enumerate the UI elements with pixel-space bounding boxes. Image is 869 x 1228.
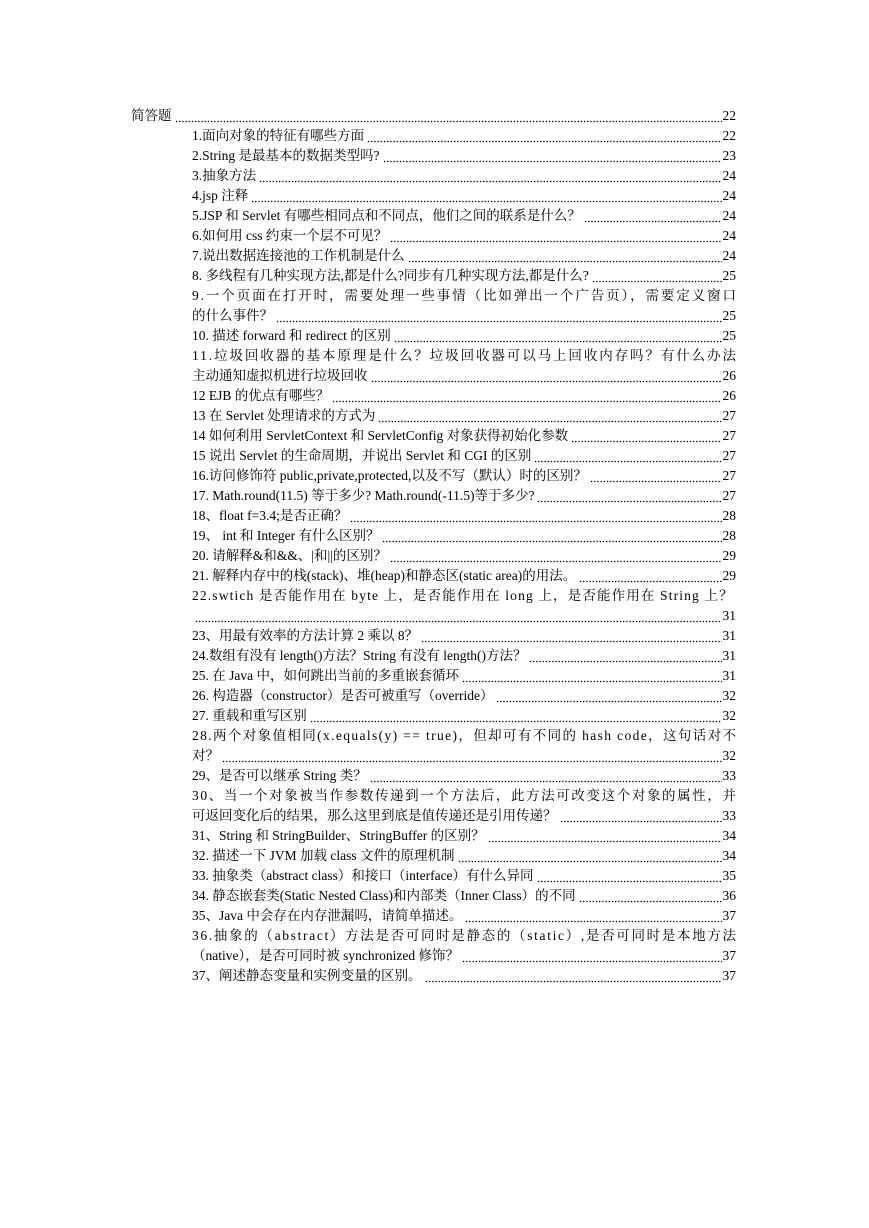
toc-page-number: 27 (722, 408, 736, 423)
toc-entry[interactable] (0, 206, 869, 226)
toc-entry-title: 简答题 (131, 108, 172, 123)
toc-entry[interactable] (0, 586, 869, 606)
toc-page-number: 26 (722, 368, 736, 383)
toc-entry-title: 主动通知虚拟机进行垃圾回收 (192, 368, 368, 383)
toc-leader-dots (367, 126, 721, 146)
toc-entry-title: 23、用最有效率的方法计算 2 乘以 8？ (192, 628, 419, 643)
toc-entry-title: 33. 抽象类（abstract class）和接口（interface）有什么异同 (192, 868, 534, 883)
toc-entry[interactable] (0, 906, 869, 926)
toc-entry-title: 17. Math.round(11.5) 等于多少? Math.round(-11.5)等于多少? (192, 488, 535, 503)
toc-leader-dots (529, 646, 721, 666)
toc-entry[interactable] (0, 686, 869, 706)
toc-leader-dots (222, 746, 722, 766)
toc-page-number: 25 (722, 308, 736, 323)
toc-entry-title: 15 说出 Servlet 的生命周期，并说出 Servlet 和 CGI 的区别 (192, 448, 532, 463)
toc-leader-dots (175, 106, 722, 126)
toc-entry[interactable] (0, 126, 869, 146)
toc-entry-title: 12 EJB 的优点有哪些？ (192, 388, 330, 403)
toc-entry-title: 对？ (192, 748, 219, 763)
toc-page-number: 24 (722, 168, 736, 183)
toc-page-number: 22 (722, 128, 736, 143)
toc-entry[interactable] (0, 966, 869, 986)
toc-entry[interactable] (0, 846, 869, 866)
toc-entry[interactable] (0, 226, 869, 246)
toc-entry-title: 19、 int 和 Integer 有什么区别？ (192, 528, 380, 543)
toc-leader-dots (537, 866, 722, 886)
toc-leader-dots (350, 506, 721, 526)
toc-entry[interactable] (0, 706, 869, 726)
toc-page-number: 34 (722, 848, 736, 863)
toc-entry[interactable] (0, 626, 869, 646)
toc-entry[interactable] (0, 666, 869, 686)
toc-entry[interactable] (0, 346, 869, 366)
toc-page-number: 37 (722, 968, 736, 983)
toc-entry-title: 10. 描述 forward 和 redirect 的区别 (192, 328, 391, 343)
toc-entry[interactable] (0, 426, 869, 446)
toc-entry[interactable] (0, 386, 869, 406)
toc-page-number: 31 (722, 608, 736, 623)
toc-entry-title: 26. 构造器（constructor）是否可被重写（override） (192, 688, 494, 703)
toc-leader-dots (560, 806, 722, 826)
toc-entry[interactable] (0, 166, 869, 186)
toc-entry[interactable] (0, 486, 869, 506)
toc-entry-title: 6.如何用 css 约束一个层不可见？ (192, 228, 388, 243)
toc-leader-dots (383, 146, 722, 166)
toc-leader-dots (421, 626, 721, 646)
toc-page-number: 26 (722, 388, 736, 403)
toc-entry-title: 9.一个页面在打开时，需要处理一些事情（比如弹出一个广告页），需要定义窗口 (192, 288, 738, 303)
toc-entry-title: 14 如何利用 ServletContext 和 ServletConfig 对象获得初始化参数 (192, 428, 569, 443)
toc-entry[interactable] (0, 526, 869, 546)
toc-entry-title: 的什么事件？ (192, 308, 273, 323)
toc-entry[interactable] (0, 806, 869, 826)
toc-leader-dots (251, 186, 721, 206)
toc-leader-dots (462, 946, 722, 966)
toc-leader-dots (259, 166, 721, 186)
toc-entry[interactable] (0, 146, 869, 166)
toc-entry[interactable] (0, 926, 869, 946)
toc-leader-dots (579, 886, 722, 906)
toc-page-number: 28 (722, 508, 736, 523)
toc-entry-title: 37、阐述静态变量和实例变量的区别。 (192, 968, 422, 983)
toc-leader-dots (408, 246, 722, 266)
toc-entry[interactable] (0, 266, 869, 286)
toc-page-number: 32 (722, 748, 736, 763)
toc-entry[interactable] (0, 466, 869, 486)
toc-leader-dots (584, 206, 722, 226)
toc-page-number: 32 (722, 688, 736, 703)
toc-entry-title: 2.String 是最基本的数据类型吗? (192, 148, 380, 163)
toc-entry-title: 21. 解释内存中的栈(stack)、堆(heap)和静态区(static area)的用法。 (192, 568, 577, 583)
toc-entry[interactable] (0, 946, 869, 966)
toc-entry-title: 3.抽象方法 (192, 168, 257, 183)
toc-entry[interactable] (0, 186, 869, 206)
toc-entry[interactable] (0, 506, 869, 526)
toc-leader-dots (465, 906, 721, 926)
toc-entry[interactable] (0, 326, 869, 346)
toc-entry-title: 4.jsp 注释 (192, 188, 249, 203)
toc-entry-title: 8. 多线程有几种实现方法,都是什么?同步有几种实现方法,都是什么? (192, 268, 589, 283)
toc-page-number: 24 (722, 188, 736, 203)
toc-page-number: 36 (722, 888, 736, 903)
toc-entry-title: 20. 请解释&和&&、|和||的区别？ (192, 548, 387, 563)
toc-leader-dots (394, 326, 722, 346)
toc-page-number: 27 (722, 488, 736, 503)
toc-entry[interactable] (0, 826, 869, 846)
toc-page-number: 37 (722, 908, 736, 923)
toc-page-number: 37 (722, 948, 736, 963)
toc-page-number: 34 (722, 828, 736, 843)
toc-page-number: 29 (722, 568, 736, 583)
toc-entry[interactable] (0, 366, 869, 386)
toc-entry-title: 1.面向对象的特征有哪些方面 (192, 128, 365, 143)
toc-entry-title: 7.说出数据连接池的工作机制是什么 (192, 248, 405, 263)
toc-entry-title: 22.swtich 是否能作用在 byte 上，是否能作用在 long 上，是否能作用在 String 上？ (192, 588, 734, 603)
toc-leader-dots (378, 406, 721, 426)
toc-entry-title: 36.抽象的（abstract）方法是否可同时是静态的（static）,是否可同时是本地方法 (192, 928, 738, 943)
toc-entry-title: 25. 在 Java 中，如何跳出当前的多重嵌套循环 (192, 668, 459, 683)
table-of-contents (0, 106, 869, 986)
toc-entry[interactable] (0, 546, 869, 566)
toc-entry[interactable] (0, 766, 869, 786)
toc-entry-title: 18、float f=3.4;是否正确？ (192, 508, 348, 523)
toc-leader-dots (534, 446, 721, 466)
toc-entry-title: 31、String 和 StringBuilder、StringBuffer 的区别？ (192, 828, 485, 843)
toc-page-number: 31 (722, 628, 736, 643)
toc-page-number: 24 (722, 228, 736, 243)
toc-page-number: 32 (722, 708, 736, 723)
toc-page-number: 33 (722, 808, 736, 823)
toc-leader-dots (390, 546, 722, 566)
toc-entry-title: 35、Java 中会存在内存泄漏吗，请简单描述。 (192, 908, 463, 923)
toc-leader-dots (537, 486, 721, 506)
toc-page-number: 33 (722, 768, 736, 783)
toc-entry-title: 11.垃圾回收器的基本原理是什么？垃圾回收器可以马上回收内存吗？有什么办法 (192, 348, 738, 363)
toc-entry-title: 29、是否可以继承 String 类？ (192, 768, 367, 783)
toc-entry[interactable] (0, 886, 869, 906)
toc-entry-title: 5.JSP 和 Servlet 有哪些相同点和不同点，他们之间的联系是什么？ (192, 208, 581, 223)
toc-entry[interactable] (0, 786, 869, 806)
toc-leader-dots (390, 226, 721, 246)
toc-entry-title: 32. 描述一下 JVM 加载 class 文件的原理机制 (192, 848, 455, 863)
toc-leader-dots (370, 766, 722, 786)
toc-entry-title: 24.数组有没有 length()方法？String 有没有 length()方法？ (192, 648, 527, 663)
toc-entry[interactable] (0, 866, 869, 886)
toc-leader-dots (458, 846, 722, 866)
toc-leader-dots (592, 266, 722, 286)
toc-entry[interactable] (0, 286, 869, 306)
toc-leader-dots (496, 686, 721, 706)
toc-entry[interactable] (0, 106, 869, 126)
toc-entry-title: 可返回变化后的结果，那么这里到底是值传递还是引用传递？ (192, 808, 557, 823)
toc-leader-dots (310, 706, 722, 726)
toc-entry[interactable] (0, 246, 869, 266)
toc-page-number: 35 (722, 868, 736, 883)
toc-entry-title: 27. 重载和重写区别 (192, 708, 307, 723)
toc-entry[interactable] (0, 606, 869, 626)
toc-page-number: 27 (722, 468, 736, 483)
toc-page-number: 25 (722, 328, 736, 343)
toc-page-number: 24 (722, 248, 736, 263)
toc-entry[interactable] (0, 566, 869, 586)
toc-entry-title: 34. 静态嵌套类(Static Nested Class)和内部类（Inner Class）的不同 (192, 888, 576, 903)
toc-page-number: 31 (722, 648, 736, 663)
toc-page-number: 22 (722, 108, 736, 123)
toc-entry-title: 16.访问修饰符 public,private,protected,以及不写（默认）时的区别？ (192, 468, 587, 483)
toc-leader-dots (579, 566, 721, 586)
toc-entry-title: （native），是否可同时被 synchronized 修饰？ (192, 948, 459, 963)
toc-entry-title: 30、当一个对象被当作参数传递到一个方法后，此方法可改变这个对象的属性，并 (192, 788, 738, 803)
toc-entry-title: 28.两个对象值相同(x.equals(y) == true)，但却可有不同的 hash code，这句话对不 (192, 728, 738, 743)
toc-leader-dots (276, 306, 722, 326)
toc-entry[interactable] (0, 726, 869, 746)
toc-leader-dots (382, 526, 721, 546)
toc-page-number: 24 (722, 208, 736, 223)
toc-entry[interactable] (0, 406, 869, 426)
toc-entry-title: 13 在 Servlet 处理请求的方式为 (192, 408, 376, 423)
toc-page-number: 29 (722, 548, 736, 563)
toc-leader-dots (590, 466, 722, 486)
toc-page-number: 27 (722, 428, 736, 443)
toc-leader-dots (571, 426, 721, 446)
toc-leader-dots (425, 966, 722, 986)
toc-leader-dots (371, 366, 722, 386)
toc-page-number: 31 (722, 668, 736, 683)
toc-leader-dots (332, 386, 721, 406)
toc-leader-dots (195, 606, 722, 626)
toc-entry[interactable] (0, 446, 869, 466)
toc-entry[interactable] (0, 306, 869, 326)
toc-entry[interactable] (0, 646, 869, 666)
toc-page-number: 27 (722, 448, 736, 463)
toc-page-number: 25 (722, 268, 736, 283)
toc-entry[interactable] (0, 746, 869, 766)
toc-leader-dots (488, 826, 722, 846)
toc-leader-dots (462, 666, 722, 686)
toc-page-number: 23 (722, 148, 736, 163)
toc-page-number: 28 (722, 528, 736, 543)
